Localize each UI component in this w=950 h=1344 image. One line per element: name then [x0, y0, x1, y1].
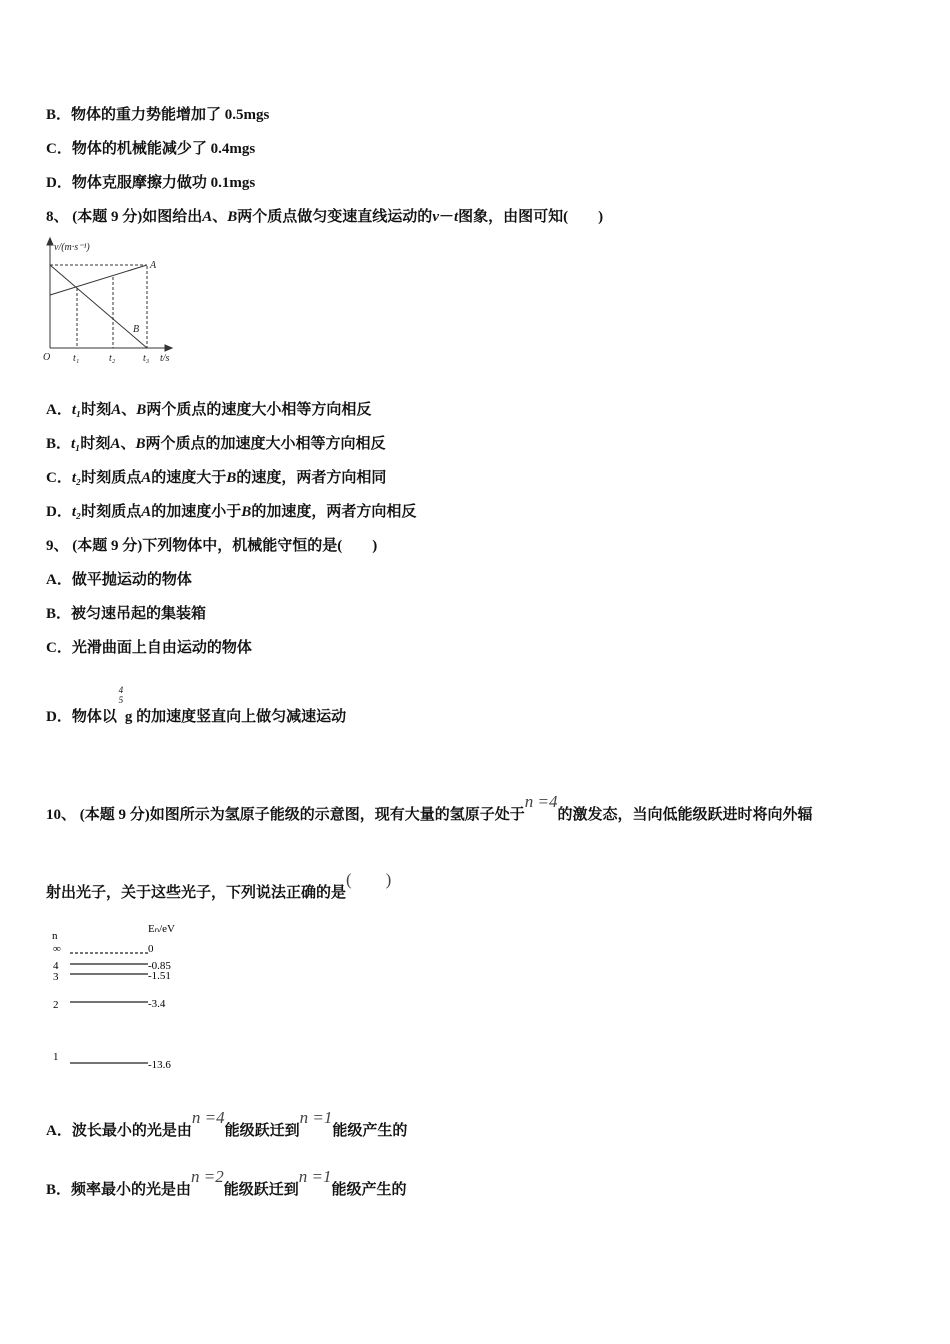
text: B．	[46, 436, 72, 452]
text: 能级跃迁到	[224, 1123, 300, 1139]
level-energy-label: -3.4	[148, 998, 166, 1010]
text: D．	[46, 504, 72, 520]
text: －	[438, 209, 454, 225]
math: n =2	[191, 1167, 224, 1186]
text: t₂	[71, 470, 82, 486]
text: A．	[46, 402, 72, 418]
x-axis-label: t/s	[160, 353, 170, 364]
level-n-label: 2	[53, 999, 59, 1011]
t3-label: t₃	[143, 353, 150, 364]
text: B	[241, 504, 252, 520]
t2-label: t₂	[109, 353, 116, 364]
level-energy-label: -13.6	[148, 1059, 171, 1071]
text: 时刻质点	[81, 504, 142, 520]
n-label: n	[52, 930, 58, 942]
text: 时刻	[81, 402, 112, 418]
text: 两个质点的加速度大小相等方向相反	[145, 436, 386, 452]
text: B	[136, 402, 147, 418]
q8-option-d	[46, 500, 416, 521]
text: 时刻质点	[81, 470, 142, 486]
label-a: A	[150, 260, 157, 271]
text: 、	[120, 436, 136, 452]
level-energy-label: -1.51	[148, 970, 171, 982]
q9-option-b: B．被匀速吊起的集装箱	[46, 606, 207, 622]
q10-option-b	[46, 1167, 407, 1199]
math: n =1	[298, 1167, 332, 1186]
energy-label: Eₙ/eV	[148, 923, 175, 935]
q7-option-c: C．物体的机械能减少了 0.4mgs	[46, 141, 256, 157]
text: 图象，由图可知( )	[458, 209, 604, 225]
energy-level-diagram	[40, 915, 200, 1075]
q9-option-a: A．做平抛运动的物体	[46, 572, 192, 588]
text: A	[141, 470, 152, 486]
text: 的激发态，当向低能级跃进时将向外辐	[557, 807, 813, 823]
text: A．波长最小的光是由	[46, 1123, 192, 1139]
level-n-label: ∞	[53, 943, 61, 955]
q9-option-c: C．光滑曲面上自由运动的物体	[46, 640, 252, 656]
line-a	[50, 265, 147, 295]
y-axis-label: v/(m·s⁻¹)	[54, 242, 90, 253]
text: t₁	[71, 402, 82, 418]
vt-graph	[40, 230, 190, 370]
q10-option-a	[46, 1108, 408, 1140]
denominator: 5	[118, 695, 124, 705]
label-b: B	[133, 324, 140, 335]
text: B	[227, 209, 238, 225]
text: B	[135, 436, 146, 452]
text: D．物体以	[46, 709, 117, 725]
t1-label: t₁	[73, 353, 80, 364]
text: t₁	[71, 436, 81, 452]
text: 8、 (本题 9 分)如图给出	[46, 209, 203, 225]
line-b	[50, 265, 147, 348]
text: g 的加速度竖直向上做匀减速运动	[124, 709, 347, 725]
q8-option-a	[46, 398, 371, 419]
q9-option-d	[46, 685, 347, 726]
text: A	[141, 504, 152, 520]
q10-stem-line1	[46, 792, 813, 824]
text: B．频率最小的光是由	[46, 1182, 192, 1198]
text: 的速度大于	[151, 470, 227, 486]
math-n4: n =4	[524, 792, 558, 811]
text: 射出光子，关于这些光子，下列说法正确的是	[46, 885, 347, 901]
text: 的加速度，两者方向相反	[251, 504, 417, 520]
text: t₂	[71, 504, 82, 520]
text: 两个质点的速度大小相等方向相反	[146, 402, 372, 418]
q9-stem: 9、 (本题 9 分)下列物体中，机械能守恒的是( )	[46, 538, 378, 554]
origin-label: O	[43, 352, 51, 363]
text: 的速度，两者方向相同	[236, 470, 387, 486]
text: A	[110, 436, 121, 452]
text: 、	[212, 209, 228, 225]
level-n-label: 4	[53, 960, 59, 972]
text: 、	[121, 402, 137, 418]
q7-option-b: B．物体的重力势能增加了 0.5mgs	[46, 107, 270, 123]
numerator: 4	[118, 685, 124, 695]
math: n =1	[299, 1108, 333, 1127]
level-n-label: 3	[53, 971, 59, 983]
text: B	[226, 470, 237, 486]
text: 能级产生的	[332, 1123, 408, 1139]
q8-option-b	[46, 432, 386, 453]
text: 的加速度小于	[151, 504, 242, 520]
q7-option-d: D．物体克服摩擦力做功 0.1mgs	[46, 175, 256, 191]
text: t	[454, 209, 459, 225]
text: 两个质点做匀变速直线运动的	[237, 209, 433, 225]
text: 10、 (本题 9 分)如图所示为氢原子能级的示意图，现有大量的氢原子处于	[46, 807, 525, 823]
level-n-label: 1	[53, 1051, 59, 1063]
text: v	[432, 209, 439, 225]
text: A	[202, 209, 213, 225]
level-energy-label: -0.85	[148, 960, 171, 972]
level-energy-label: 0	[148, 943, 154, 955]
text: 时刻	[80, 436, 111, 452]
text: A	[111, 402, 122, 418]
fraction	[117, 685, 125, 705]
text: 能级跃迁到	[223, 1182, 299, 1198]
text: C．	[46, 470, 72, 486]
answer-paren: ( )	[346, 870, 392, 889]
q8-stem	[46, 205, 603, 226]
text: 能级产生的	[331, 1182, 407, 1198]
q8-option-c	[46, 466, 386, 487]
q10-stem-line2	[46, 870, 392, 902]
math: n =4	[191, 1108, 225, 1127]
